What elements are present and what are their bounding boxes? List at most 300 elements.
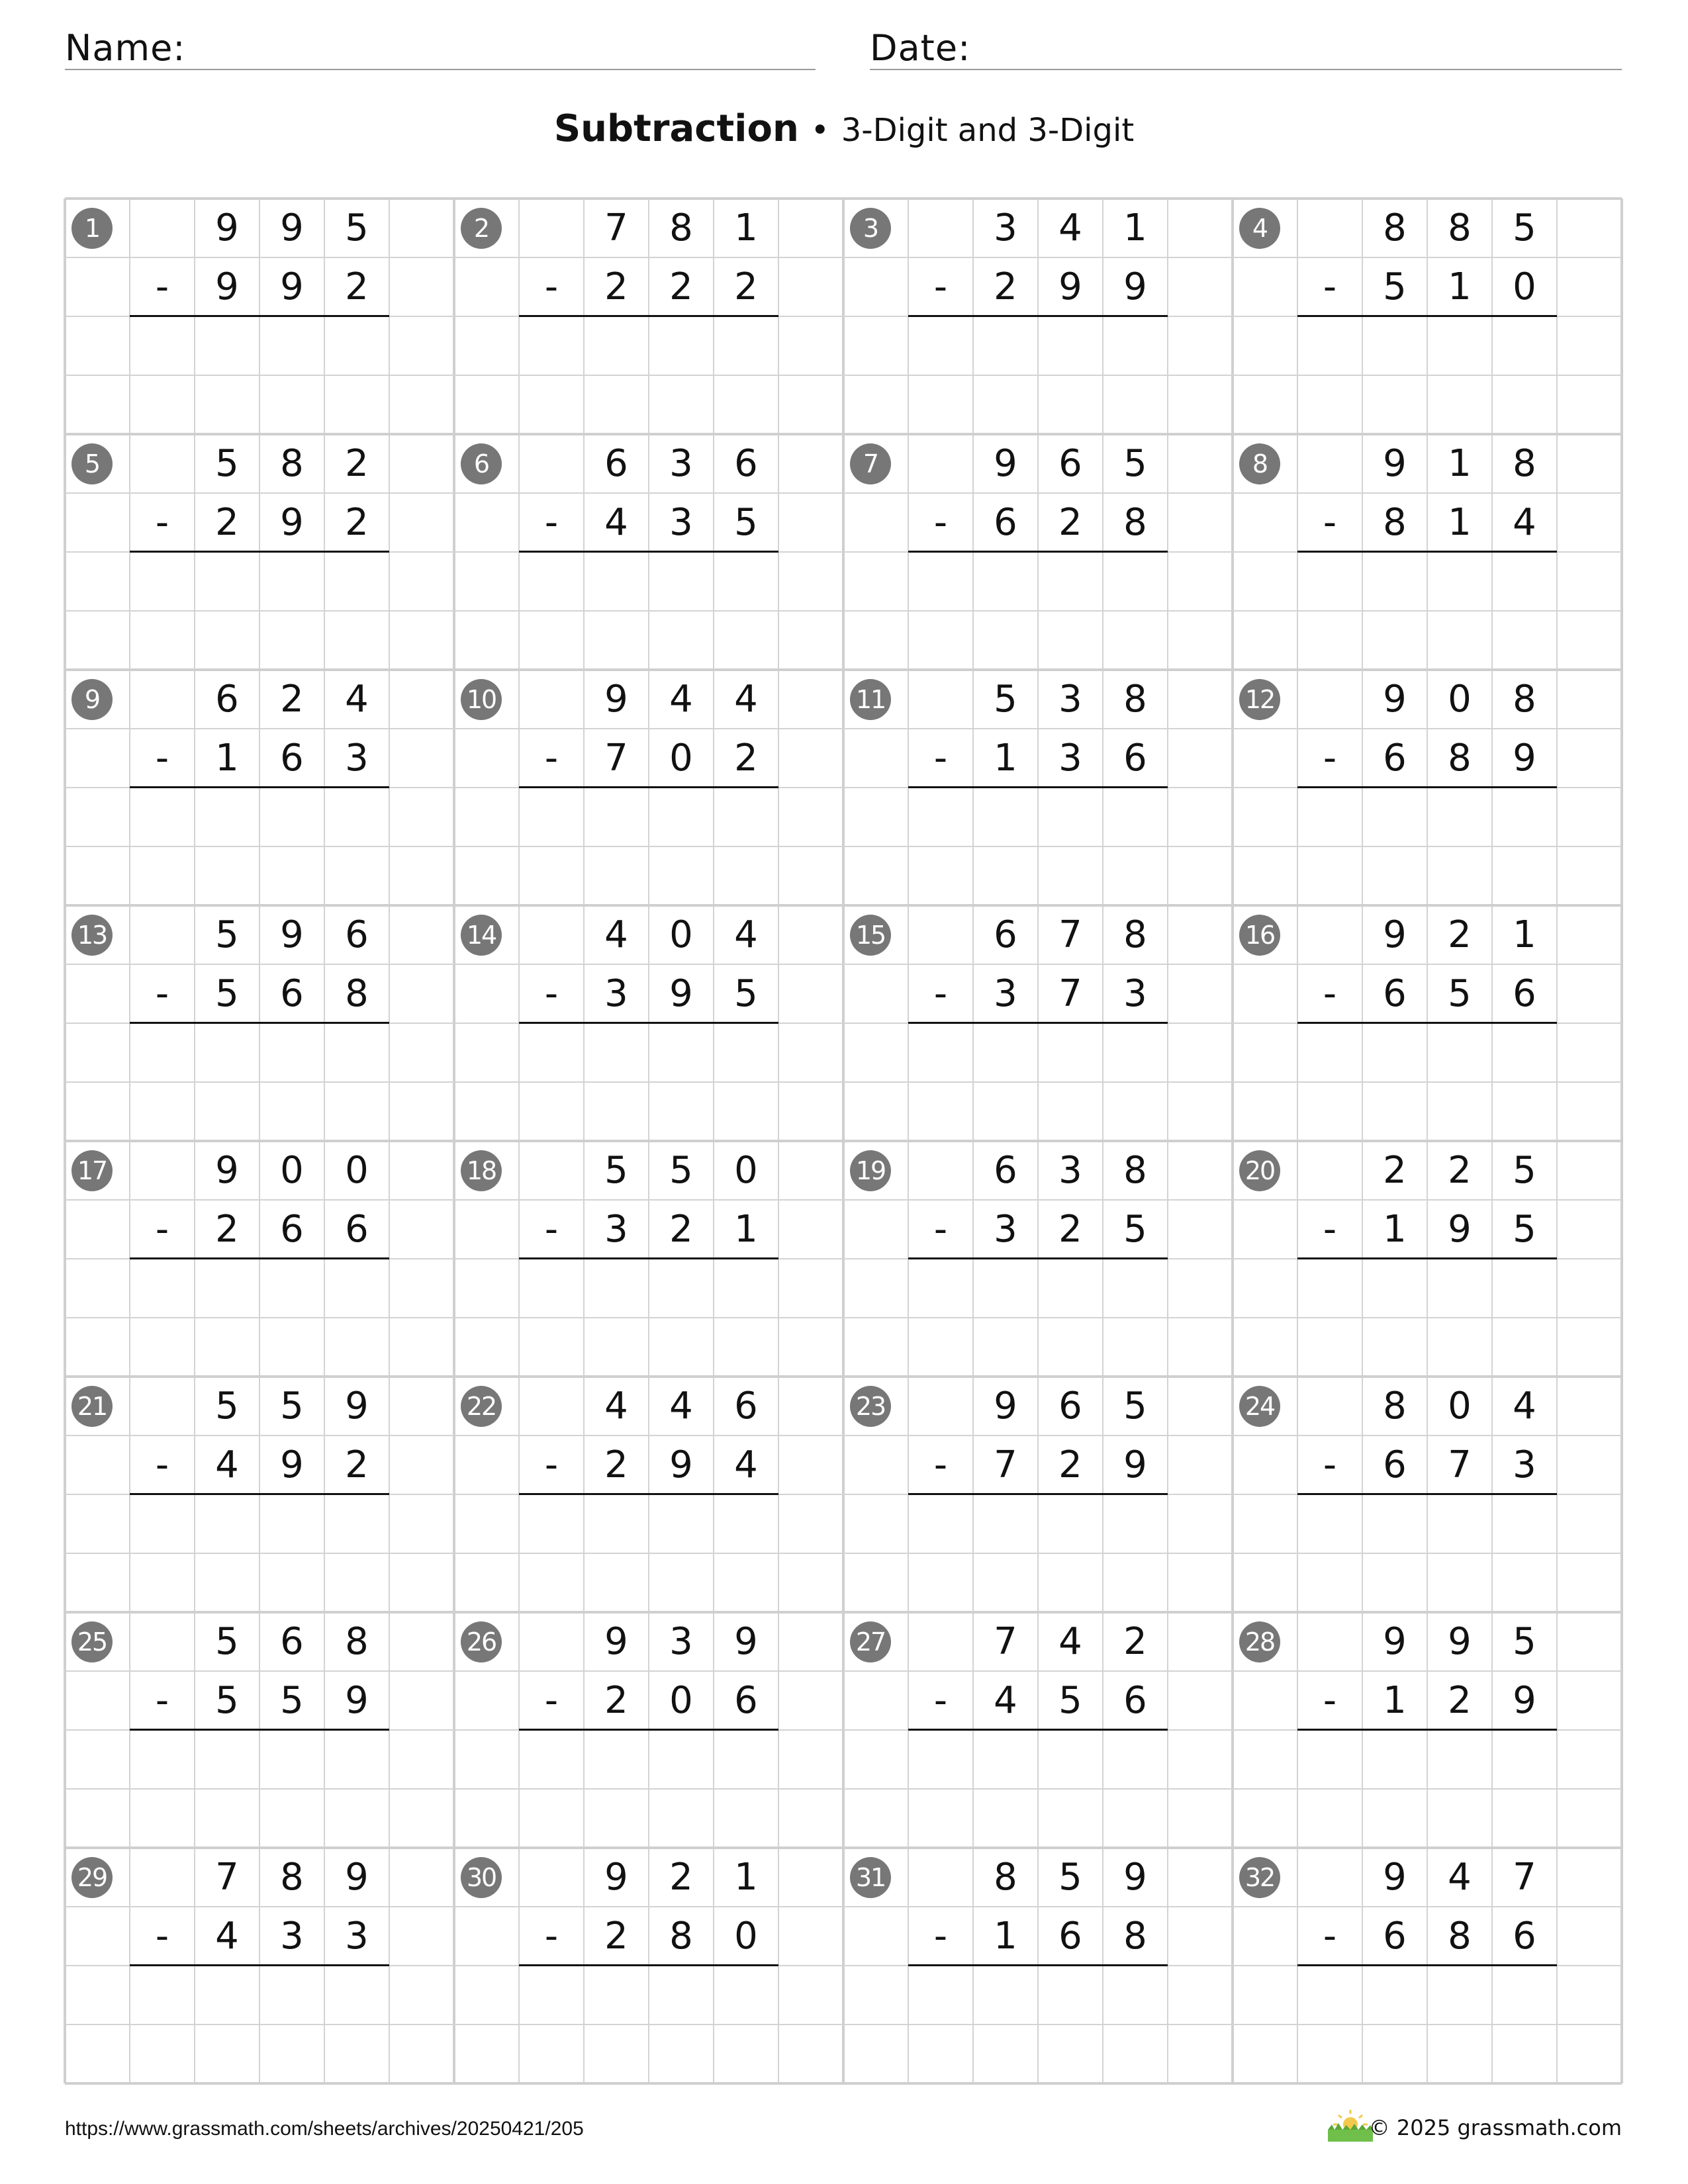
answer-cell[interactable] (973, 788, 1038, 846)
subtrahend-digit: 1 (1383, 1208, 1407, 1251)
problem-number-badge: 1 (71, 208, 113, 249)
minuend-digit: 6 (215, 678, 239, 721)
subtrahend-digit: 9 (280, 501, 304, 544)
answer-cell[interactable] (1038, 552, 1103, 611)
minuend-digit: 1 (1123, 206, 1147, 250)
subtrahend-digit: 4 (1513, 501, 1536, 544)
subtrahend-digit: 3 (604, 972, 628, 1015)
answer-cell[interactable] (973, 1259, 1038, 1318)
answer-cell[interactable] (649, 1966, 714, 2025)
subtrahend-digit: 0 (669, 1679, 693, 1722)
answer-cell[interactable] (584, 1966, 649, 2025)
answer-cell[interactable] (195, 1730, 259, 1789)
answer-cell[interactable] (1427, 1259, 1492, 1318)
answer-cell[interactable] (195, 552, 259, 611)
minuend-digit: 6 (345, 913, 369, 956)
answer-cell[interactable] (1427, 1730, 1492, 1789)
minuend-digit: 5 (1123, 1385, 1147, 1428)
minuend-digit: 6 (1058, 442, 1082, 485)
minuend-digit: 5 (215, 1385, 239, 1428)
problem-number-badge: 9 (71, 679, 113, 720)
subtrahend-digit: 3 (604, 1208, 628, 1251)
answer-cell[interactable] (973, 1966, 1038, 2025)
minuend-digit: 4 (734, 913, 758, 956)
problem-number-badge: 17 (71, 1150, 113, 1191)
minuend-digit: 3 (1058, 1149, 1082, 1192)
answer-cell[interactable] (1103, 788, 1168, 846)
answer-cell[interactable] (714, 1494, 778, 1553)
subtrahend-digit: 8 (669, 1915, 693, 1958)
minuend-digit: 5 (1513, 206, 1536, 250)
name-label: Name: (65, 27, 186, 69)
minus-sign: - (933, 1679, 948, 1722)
answer-cell[interactable] (973, 316, 1038, 375)
answer-cell[interactable] (584, 1023, 649, 1082)
subtrahend-digit: 9 (669, 1443, 693, 1486)
minuend-digit: 5 (604, 1149, 628, 1192)
answer-cell[interactable] (195, 788, 259, 846)
answer-cell[interactable] (649, 1259, 714, 1318)
subtrahend-digit: 2 (345, 265, 369, 308)
minuend-digit: 0 (345, 1149, 369, 1192)
minuend-digit: 1 (1513, 913, 1536, 956)
answer-cell[interactable] (649, 788, 714, 846)
subtrahend-digit: 1 (994, 737, 1017, 780)
subtrahend-digit: 2 (734, 265, 758, 308)
minus-sign: - (155, 972, 169, 1015)
minuend-digit: 2 (1383, 1149, 1407, 1192)
minus-sign: - (933, 501, 948, 544)
subtrahend-digit: 9 (1448, 1208, 1472, 1251)
minuend-digit: 5 (1058, 1856, 1082, 1899)
subtrahend-digit: 2 (734, 737, 758, 780)
answer-cell[interactable] (714, 788, 778, 846)
minuend-digit: 4 (669, 1385, 693, 1428)
answer-cell[interactable] (1103, 1494, 1168, 1553)
minus-sign: - (1323, 1208, 1337, 1251)
answer-cell[interactable] (259, 1494, 324, 1553)
subtrahend-digit: 4 (734, 1443, 758, 1486)
subtrahend-digit: 2 (1058, 1208, 1082, 1251)
answer-cell[interactable] (1492, 552, 1557, 611)
answer-cell[interactable] (1362, 1259, 1427, 1318)
minuend-digit: 9 (994, 442, 1017, 485)
answer-cell[interactable] (259, 1023, 324, 1082)
answer-cell[interactable] (1427, 788, 1492, 846)
answer-cell[interactable] (1103, 1730, 1168, 1789)
subtrahend-digit: 2 (994, 265, 1017, 308)
subtrahend-digit: 9 (280, 265, 304, 308)
answer-cell[interactable] (1492, 788, 1557, 846)
answer-cell[interactable] (324, 1966, 389, 2025)
answer-cell[interactable] (1492, 316, 1557, 375)
subtrahend-digit: 2 (215, 501, 239, 544)
answer-cell[interactable] (1492, 1023, 1557, 1082)
subtrahend-digit: 2 (345, 1443, 369, 1486)
answer-cell[interactable] (649, 1023, 714, 1082)
problem-number-badge: 15 (850, 915, 891, 956)
answer-cell[interactable] (1038, 1023, 1103, 1082)
answer-cell[interactable] (1362, 316, 1427, 375)
answer-cell[interactable] (195, 316, 259, 375)
minus-sign: - (544, 972, 559, 1015)
answer-cell[interactable] (973, 1730, 1038, 1789)
problem-number-badge: 11 (850, 679, 891, 720)
subtrahend-digit: 2 (1058, 501, 1082, 544)
answer-cell[interactable] (1103, 1966, 1168, 2025)
grid-line-horizontal (65, 2082, 1622, 2085)
subtrahend-digit: 7 (1448, 1443, 1472, 1486)
minuend-digit: 2 (345, 442, 369, 485)
minuend-digit: 4 (1448, 1856, 1472, 1899)
problem-number-badge: 26 (461, 1621, 502, 1662)
minuend-digit: 6 (994, 913, 1017, 956)
answer-cell[interactable] (649, 1730, 714, 1789)
minuend-digit: 6 (604, 442, 628, 485)
problem-number-badge: 6 (461, 443, 502, 484)
subtrahend-digit: 8 (1123, 501, 1147, 544)
minuend-digit: 4 (1058, 206, 1082, 250)
minus-sign: - (544, 1679, 559, 1722)
answer-cell[interactable] (1103, 552, 1168, 611)
subtrahend-digit: 6 (1513, 972, 1536, 1015)
minus-sign: - (933, 737, 948, 780)
minuend-digit: 4 (669, 678, 693, 721)
minus-sign: - (155, 1679, 169, 1722)
minus-sign: - (544, 501, 559, 544)
answer-cell[interactable] (973, 1494, 1038, 1553)
answer-cell[interactable] (1038, 316, 1103, 375)
answer-cell[interactable] (1492, 1730, 1557, 1789)
answer-cell[interactable] (714, 552, 778, 611)
subtrahend-digit: 3 (994, 972, 1017, 1015)
subtrahend-digit: 6 (1123, 737, 1147, 780)
answer-cell[interactable] (1103, 316, 1168, 375)
problem-number-badge: 10 (461, 679, 502, 720)
answer-cell[interactable] (1103, 1023, 1168, 1082)
subtrahend-digit: 4 (215, 1915, 239, 1958)
subtrahend-digit: 6 (1383, 1443, 1407, 1486)
answer-cell[interactable] (259, 1966, 324, 2025)
answer-cell[interactable] (259, 316, 324, 375)
subtrahend-digit: 3 (1058, 737, 1082, 780)
minus-sign: - (933, 1915, 948, 1958)
minuend-digit: 8 (1123, 678, 1147, 721)
minus-sign: - (1323, 501, 1337, 544)
minuend-digit: 7 (994, 1620, 1017, 1663)
answer-cell[interactable] (195, 1966, 259, 2025)
minuend-digit: 9 (1383, 678, 1407, 721)
answer-cell[interactable] (1427, 1023, 1492, 1082)
minuend-digit: 2 (1448, 1149, 1472, 1192)
problem-number-badge: 7 (850, 443, 891, 484)
problem-number-badge: 25 (71, 1621, 113, 1662)
answer-cell[interactable] (584, 552, 649, 611)
minuend-digit: 6 (734, 1385, 758, 1428)
answer-cell[interactable] (584, 1259, 649, 1318)
subtrahend-digit: 2 (604, 265, 628, 308)
subtrahend-digit: 6 (1058, 1915, 1082, 1958)
subtrahend-digit: 3 (1513, 1443, 1536, 1486)
answer-cell[interactable] (714, 1023, 778, 1082)
answer-cell[interactable] (259, 1730, 324, 1789)
minuend-digit: 0 (280, 1149, 304, 1192)
minuend-digit: 4 (604, 1385, 628, 1428)
minuend-digit: 9 (345, 1856, 369, 1899)
subtrahend-digit: 6 (280, 972, 304, 1015)
subtrahend-digit: 8 (1448, 737, 1472, 780)
answer-cell[interactable] (1492, 1494, 1557, 1553)
answer-cell[interactable] (1427, 552, 1492, 611)
problem-number-badge: 16 (1239, 915, 1280, 956)
answer-cell[interactable] (324, 1259, 389, 1318)
answer-cell[interactable] (195, 1259, 259, 1318)
answer-cell[interactable] (324, 1023, 389, 1082)
subtrahend-digit: 2 (345, 501, 369, 544)
subtrahend-digit: 3 (994, 1208, 1017, 1251)
answer-cell[interactable] (973, 552, 1038, 611)
subtrahend-digit: 2 (604, 1443, 628, 1486)
problem-number-badge: 32 (1239, 1857, 1280, 1898)
minuend-digit: 9 (345, 1385, 369, 1428)
date-field[interactable] (870, 19, 1622, 70)
minuend-digit: 9 (215, 206, 239, 250)
subtrahend-digit: 9 (215, 265, 239, 308)
problem-number-badge: 30 (461, 1857, 502, 1898)
minuend-digit: 8 (1513, 678, 1536, 721)
answer-cell[interactable] (1362, 788, 1427, 846)
subtrahend-digit: 3 (1123, 972, 1147, 1015)
answer-cell[interactable] (1103, 1259, 1168, 1318)
subtrahend-digit: 6 (994, 501, 1017, 544)
subtrahend-digit: 5 (1383, 265, 1407, 308)
minuend-digit: 6 (280, 1620, 304, 1663)
answer-cell[interactable] (1038, 1966, 1103, 2025)
problem-number-badge: 12 (1239, 679, 1280, 720)
problem-number-badge: 3 (850, 208, 891, 249)
subtrahend-digit: 8 (1448, 1915, 1472, 1958)
answer-cell[interactable] (1427, 1966, 1492, 2025)
problem-number-badge: 27 (850, 1621, 891, 1662)
minuend-digit: 8 (1383, 1385, 1407, 1428)
answer-cell[interactable] (714, 1730, 778, 1789)
minus-sign: - (155, 737, 169, 780)
answer-cell[interactable] (649, 552, 714, 611)
minuend-digit: 2 (1123, 1620, 1147, 1663)
answer-cell[interactable] (195, 1494, 259, 1553)
answer-cell[interactable] (1492, 1259, 1557, 1318)
subtrahend-digit: 9 (1123, 1443, 1147, 1486)
answer-cell[interactable] (584, 1494, 649, 1553)
minus-sign: - (1323, 972, 1337, 1015)
answer-cell[interactable] (714, 316, 778, 375)
answer-cell[interactable] (1038, 1259, 1103, 1318)
answer-cell[interactable] (1427, 1494, 1492, 1553)
answer-cell[interactable] (324, 316, 389, 375)
minuend-digit: 9 (1383, 1856, 1407, 1899)
minus-sign: - (155, 1915, 169, 1958)
answer-cell[interactable] (1362, 1494, 1427, 1553)
minuend-digit: 8 (280, 1856, 304, 1899)
subtrahend-digit: 1 (1383, 1679, 1407, 1722)
minuend-digit: 8 (345, 1620, 369, 1663)
subtrahend-digit: 9 (1513, 737, 1536, 780)
footer-copyright: © 2025 grassmath.com (1368, 2115, 1622, 2140)
subtrahend-digit: 4 (215, 1443, 239, 1486)
subtrahend-digit: 6 (280, 1208, 304, 1251)
name-field[interactable] (65, 19, 816, 70)
minuend-digit: 5 (1513, 1620, 1536, 1663)
answer-cell[interactable] (324, 552, 389, 611)
problem-number-badge: 20 (1239, 1150, 1280, 1191)
answer-cell[interactable] (324, 1494, 389, 1553)
subtrahend-digit: 0 (1513, 265, 1536, 308)
minuend-digit: 3 (1058, 678, 1082, 721)
subtrahend-digit: 9 (280, 1443, 304, 1486)
minus-sign: - (933, 972, 948, 1015)
subtrahend-digit: 9 (1123, 265, 1147, 308)
answer-cell[interactable] (1362, 1023, 1427, 1082)
minuend-digit: 4 (1058, 1620, 1082, 1663)
answer-cell[interactable] (259, 788, 324, 846)
minuend-digit: 2 (669, 1856, 693, 1899)
minuend-digit: 3 (994, 206, 1017, 250)
subtrahend-digit: 5 (1513, 1208, 1536, 1251)
footer-url: https://www.grassmath.com/sheets/archives/20250421/205 (65, 2118, 584, 2140)
title-subtitle: 3-Digit and 3-Digit (841, 112, 1135, 149)
answer-cell[interactable] (649, 316, 714, 375)
answer-cell[interactable] (324, 1730, 389, 1789)
subtrahend-digit: 2 (604, 1679, 628, 1722)
answer-cell[interactable] (584, 1730, 649, 1789)
subtrahend-digit: 6 (280, 737, 304, 780)
answer-cell[interactable] (1038, 1730, 1103, 1789)
minuend-digit: 9 (280, 206, 304, 250)
subtrahend-digit: 6 (1123, 1679, 1147, 1722)
minuend-digit: 1 (1448, 442, 1472, 485)
problem-number-badge: 13 (71, 915, 113, 956)
problem-number-badge: 21 (71, 1386, 113, 1427)
minuend-digit: 8 (1513, 442, 1536, 485)
minus-sign: - (1323, 1679, 1337, 1722)
minuend-digit: 0 (669, 913, 693, 956)
subtrahend-digit: 6 (1383, 737, 1407, 780)
answer-cell[interactable] (973, 1023, 1038, 1082)
minus-sign: - (1323, 1915, 1337, 1958)
minuend-digit: 5 (215, 1620, 239, 1663)
subtrahend-digit: 1 (1448, 501, 1472, 544)
subtrahend-digit: 8 (1123, 1915, 1147, 1958)
answer-cell[interactable] (584, 316, 649, 375)
minuend-digit: 9 (215, 1149, 239, 1192)
minuend-digit: 2 (280, 678, 304, 721)
minuend-digit: 8 (1123, 913, 1147, 956)
minuend-digit: 7 (215, 1856, 239, 1899)
subtrahend-digit: 2 (669, 1208, 693, 1251)
minus-sign: - (1323, 737, 1337, 780)
minuend-digit: 7 (1513, 1856, 1536, 1899)
answer-cell[interactable] (1038, 788, 1103, 846)
minuend-digit: 8 (1383, 206, 1407, 250)
answer-cell[interactable] (1362, 1966, 1427, 2025)
problem-number-badge: 31 (850, 1857, 891, 1898)
minuend-digit: 5 (994, 678, 1017, 721)
minuend-digit: 0 (1448, 678, 1472, 721)
answer-cell[interactable] (714, 1966, 778, 2025)
title-separator: • (810, 112, 829, 149)
minuend-digit: 3 (669, 1620, 693, 1663)
minuend-digit: 5 (1123, 442, 1147, 485)
subtrahend-digit: 1 (215, 737, 239, 780)
subtrahend-digit: 6 (734, 1679, 758, 1722)
subtrahend-digit: 8 (1383, 501, 1407, 544)
minuend-digit: 4 (604, 913, 628, 956)
minuend-digit: 8 (669, 206, 693, 250)
subtrahend-digit: 9 (1513, 1679, 1536, 1722)
answer-cell[interactable] (649, 1494, 714, 1553)
minuend-digit: 0 (1448, 1385, 1472, 1428)
answer-cell[interactable] (1427, 316, 1492, 375)
answer-cell[interactable] (1038, 1494, 1103, 1553)
subtrahend-digit: 6 (1383, 972, 1407, 1015)
minuend-digit: 7 (604, 206, 628, 250)
minuend-digit: 8 (1448, 206, 1472, 250)
minuend-digit: 9 (604, 678, 628, 721)
answer-cell[interactable] (195, 1023, 259, 1082)
subtrahend-digit: 2 (215, 1208, 239, 1251)
subtrahend-digit: 3 (345, 1915, 369, 1958)
minuend-digit: 8 (1123, 1149, 1147, 1192)
minuend-digit: 5 (215, 442, 239, 485)
answer-cell[interactable] (324, 788, 389, 846)
answer-cell[interactable] (259, 552, 324, 611)
minus-sign: - (155, 265, 169, 308)
answer-cell[interactable] (714, 1259, 778, 1318)
minuend-digit: 4 (734, 678, 758, 721)
answer-cell[interactable] (584, 788, 649, 846)
date-label: Date: (870, 27, 971, 69)
answer-cell[interactable] (1362, 552, 1427, 611)
minuend-digit: 2 (1448, 913, 1472, 956)
minus-sign: - (544, 1443, 559, 1486)
worksheet-title (0, 99, 1688, 160)
minuend-digit: 9 (1383, 913, 1407, 956)
problem-number-badge: 28 (1239, 1621, 1280, 1662)
minuend-digit: 9 (604, 1856, 628, 1899)
subtrahend-digit: 3 (280, 1915, 304, 1958)
subtrahend-digit: 1 (994, 1915, 1017, 1958)
minus-sign: - (933, 1208, 948, 1251)
subtrahend-digit: 9 (345, 1679, 369, 1722)
subtrahend-digit: 6 (1513, 1915, 1536, 1958)
subtrahend-digit: 5 (215, 972, 239, 1015)
minuend-digit: 6 (994, 1149, 1017, 1192)
subtrahend-digit: 2 (669, 265, 693, 308)
answer-cell[interactable] (259, 1259, 324, 1318)
problem-number-badge: 8 (1239, 443, 1280, 484)
subtrahend-digit: 4 (604, 501, 628, 544)
subtrahend-digit: 2 (1448, 1679, 1472, 1722)
subtrahend-digit: 5 (1123, 1208, 1147, 1251)
minuend-digit: 9 (1383, 442, 1407, 485)
answer-cell[interactable] (1362, 1730, 1427, 1789)
subtrahend-digit: 0 (669, 737, 693, 780)
problem-number-badge: 5 (71, 443, 113, 484)
minuend-digit: 9 (1383, 1620, 1407, 1663)
minuend-digit: 1 (734, 1856, 758, 1899)
answer-cell[interactable] (1492, 1966, 1557, 2025)
problem-number-badge: 23 (850, 1386, 891, 1427)
